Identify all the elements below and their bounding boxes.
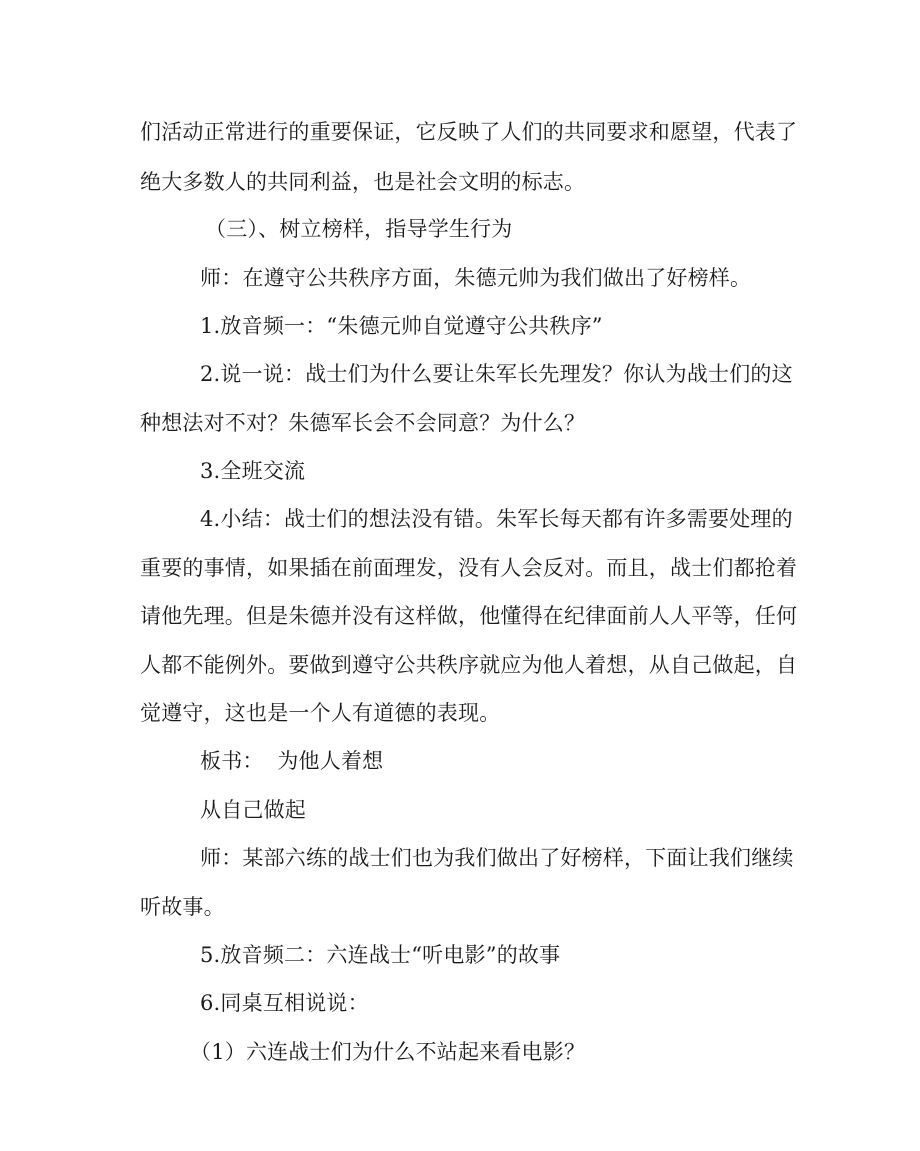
paragraph-line: 种想法对不对？朱德军长会不会同意？为什么？ (140, 411, 586, 435)
paragraph-line: 请他先理。但是朱德并没有这样做，他懂得在纪律面前人人平等，任何 (140, 604, 798, 628)
paragraph-line: 人都不能例外。要做到遵守公共秩序就应为他人着想，从自己做起，自 (140, 653, 798, 677)
paragraph-line: 重要的事情，如果插在前面理发，没有人会反对。而且，战士们都抢着 (140, 556, 798, 580)
paragraph-line: 师：某部六练的战士们也为我们做出了好榜样，下面让我们继续 (200, 846, 794, 870)
paragraph-line: 们活动正常进行的重要保证，它反映了人们的共同要求和愿望，代表了 (140, 120, 798, 144)
list-item: 5.放音频二：六连战士“听电影”的故事 (200, 943, 561, 967)
paragraph-line: 绝大多数人的共同利益，也是社会文明的标志。 (140, 170, 586, 194)
board-note: 板书： 为他人着想 (200, 749, 384, 773)
board-note: 从自己做起 (200, 798, 306, 822)
list-item: 3.全班交流 (200, 459, 306, 483)
section-heading: （三）、树立榜样，指导学生行为 (205, 217, 513, 241)
paragraph-line: 觉遵守，这也是一个人有道德的表现。 (140, 701, 501, 725)
list-item: 6.同桌互相说说： (200, 991, 369, 1015)
list-item: 2.说一说：战士们为什么要让朱军长先理发？你认为战士们的这 (200, 362, 793, 386)
question-item: （1）六连战士们为什么不站起来看电影？ (190, 1040, 586, 1064)
list-item: 1.放音频一：“朱德元帅自觉遵守公共秩序” (200, 314, 603, 338)
list-item: 4.小结：战士们的想法没有错。朱军长每天都有许多需要处理的 (200, 507, 793, 531)
paragraph-line: 师：在遵守公共秩序方面，朱德元帅为我们做出了好榜样。 (200, 266, 752, 290)
paragraph-line: 听故事。 (140, 895, 225, 919)
